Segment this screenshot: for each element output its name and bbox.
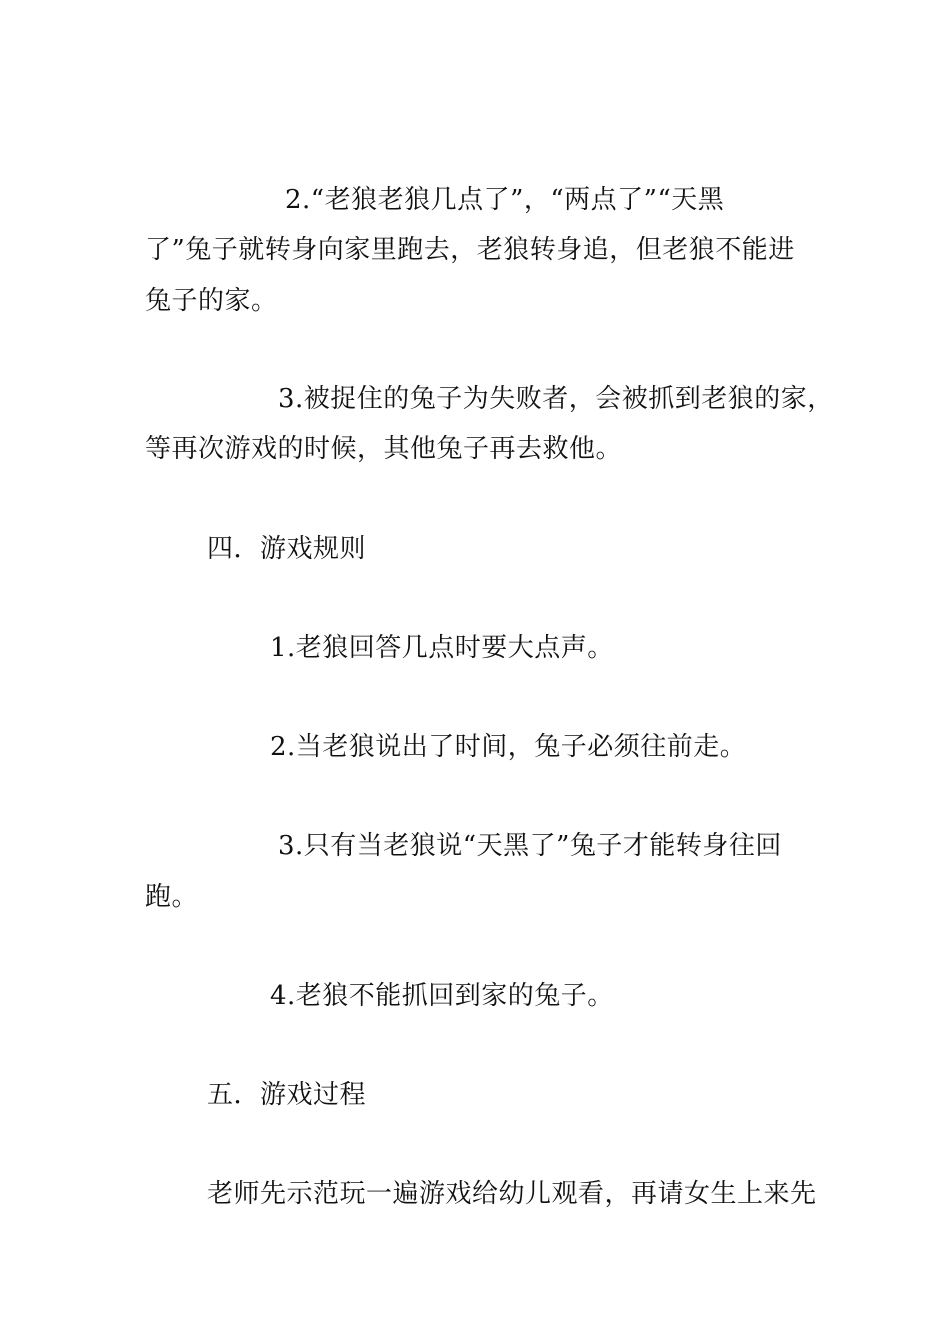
paragraph-line: 兔子的家。 [145,286,278,316]
rule-item: 4.老狼不能抓回到家的兔子。 [270,981,614,1011]
section-heading: 五．游戏过程 [207,1080,367,1110]
rule-item: 2.当老狼说出了时间，兔子必须往前走。 [270,732,747,762]
rule-item: 1.老狼回答几点时要大点声。 [270,633,614,663]
paragraph-line: 3.被捉住的兔子为失败者，会被抓到老狼的家， [278,384,834,414]
paragraph-line: 2.“老狼老狼几点了”，“两点了”“天黑 [285,185,725,215]
paragraph-line: 跑。 [145,882,199,912]
rule-item: 3.只有当老狼说“天黑了”兔子才能转身往回 [278,831,782,861]
section-heading: 四．游戏规则 [207,534,367,564]
paragraph-line: 等再次游戏的时候，其他兔子再去救他。 [145,434,623,464]
paragraph-line: 老师先示范玩一遍游戏给幼儿观看，再请女生上来先 [207,1179,817,1209]
paragraph-line: 了”兔子就转身向家里跑去，老狼转身追，但老狼不能进 [145,235,795,265]
